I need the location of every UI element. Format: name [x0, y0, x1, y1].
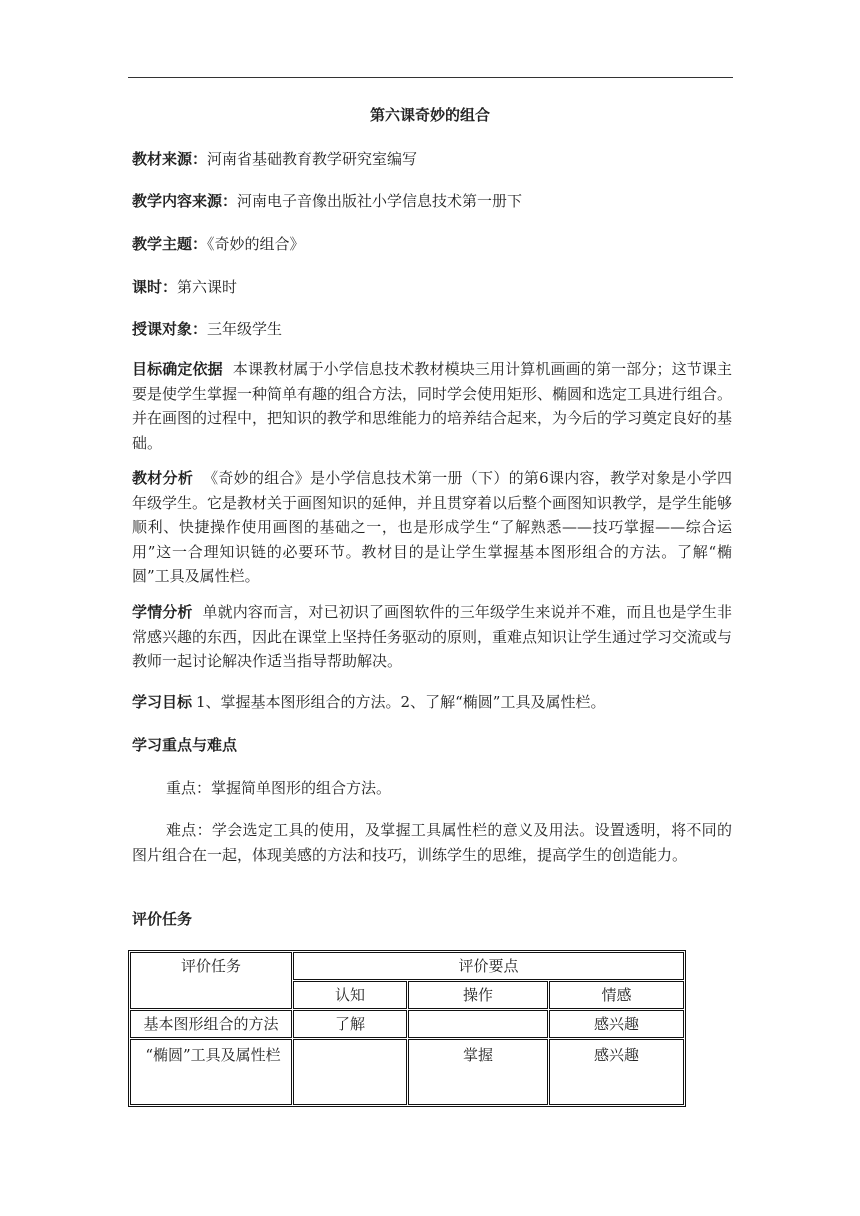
- field-label: 授课对象：: [132, 320, 208, 338]
- learning-goals-paragraph: [132, 690, 732, 715]
- cell-cognition: 了解: [293, 1010, 407, 1038]
- header-emotion: 情感: [549, 981, 684, 1009]
- cell-cognition: [293, 1039, 407, 1105]
- cell-task: 基本图形组合的方法: [130, 1010, 292, 1038]
- goal-basis-text: 本课教材属于小学信息技术教材模块三用计算机画画的第一部分；这节课主要是使学生掌握一种简单有趣的组合方法，同时学会使用矩形、椭圆和选定工具进行组合。并在画图的过程中，把知识的教学和思维能力的培养结合起来，为今后的学习奠定良好的基础。: [132, 360, 733, 452]
- table-row: [130, 1010, 684, 1038]
- evaluation-table: [128, 950, 686, 1107]
- header-rule: [128, 77, 733, 78]
- header-points: 评价要点: [293, 952, 684, 980]
- evaluation-heading: 评价任务: [132, 910, 193, 928]
- cell-emotion: 感兴趣: [549, 1039, 684, 1105]
- learner-analysis-paragraph: [132, 600, 732, 674]
- field-value: 河南电子音像出版社小学信息技术第一册下: [237, 192, 523, 210]
- difficult-point-text: 难点：学会选定工具的使用，及掌握工具属性栏的意义及用法。设置透明，将不同的图片组合在一起，体现美感的方法和技巧，训练学生的思维，提高学生的创造能力。: [132, 821, 732, 864]
- cell-operation: 掌握: [408, 1039, 548, 1105]
- header-cognition: 认知: [293, 981, 407, 1009]
- field-value: 河南省基础教育教学研究室编写: [207, 150, 418, 168]
- material-analysis-label: 教材分析: [132, 469, 194, 487]
- cell-task: “椭圆”工具及属性栏: [130, 1039, 292, 1105]
- header-task: 评价任务: [130, 952, 292, 1009]
- key-point-text: 重点：掌握简单图形的组合方法。: [166, 779, 392, 797]
- field-audience: [132, 318, 282, 340]
- field-label: 课时：: [132, 278, 178, 296]
- learning-goals-label: 学习目标: [132, 693, 193, 711]
- learner-analysis-text: 单就内容而言，对已初识了画图软件的三年级学生来说并不难，而且也是学生非常感兴趣的东西，因此在课堂上坚持任务驱动的原则，重难点知识让学生通过学习交流或与教师一起讨论解决作适当指导帮助解决。: [132, 603, 733, 670]
- material-analysis-text: 《奇妙的组合》是小学信息技术第一册（下）的第6课内容，教学对象是小学四年级学生。它是教材关于画图知识的延伸，并且贯穿着以后整个画图知识教学，是学生能够顺利、快捷操作使用画图的基础之一，也是形成学生“了解熟悉——技巧掌握——综合运用”这一合理知识链的必要环节。教材目的是让学生掌握基本图形组合的方法。了解“椭圆”工具及属性栏。: [132, 469, 733, 585]
- field-material-source: [132, 148, 417, 170]
- field-value: 《奇妙的组合》: [207, 235, 305, 253]
- field-content-source: [132, 190, 522, 212]
- goal-basis-paragraph: [132, 357, 732, 455]
- field-label: 教材来源：: [132, 150, 208, 168]
- field-value: 三年级学生: [207, 320, 283, 338]
- field-class-hours: [132, 276, 237, 298]
- table-row: [130, 1039, 684, 1105]
- material-analysis-paragraph: [132, 466, 732, 589]
- field-label: 教学主题：: [132, 235, 208, 253]
- cell-emotion: 感兴趣: [549, 1010, 684, 1038]
- field-value: 第六课时: [177, 278, 238, 296]
- field-teaching-theme: [132, 233, 305, 255]
- document-title: 第六课奇妙的组合: [369, 106, 490, 124]
- learning-goals-text: 1、掌握基本图形组合的方法。2、了解“椭圆”工具及属性栏。: [196, 693, 606, 711]
- table-header-row: [130, 952, 684, 980]
- cell-operation: [408, 1010, 548, 1038]
- field-label: 教学内容来源：: [132, 192, 238, 210]
- learner-analysis-label: 学情分析: [132, 603, 193, 621]
- header-operation: 操作: [408, 981, 548, 1009]
- goal-basis-label: 目标确定依据: [132, 360, 223, 378]
- key-points-heading: 学习重点与难点: [132, 736, 238, 754]
